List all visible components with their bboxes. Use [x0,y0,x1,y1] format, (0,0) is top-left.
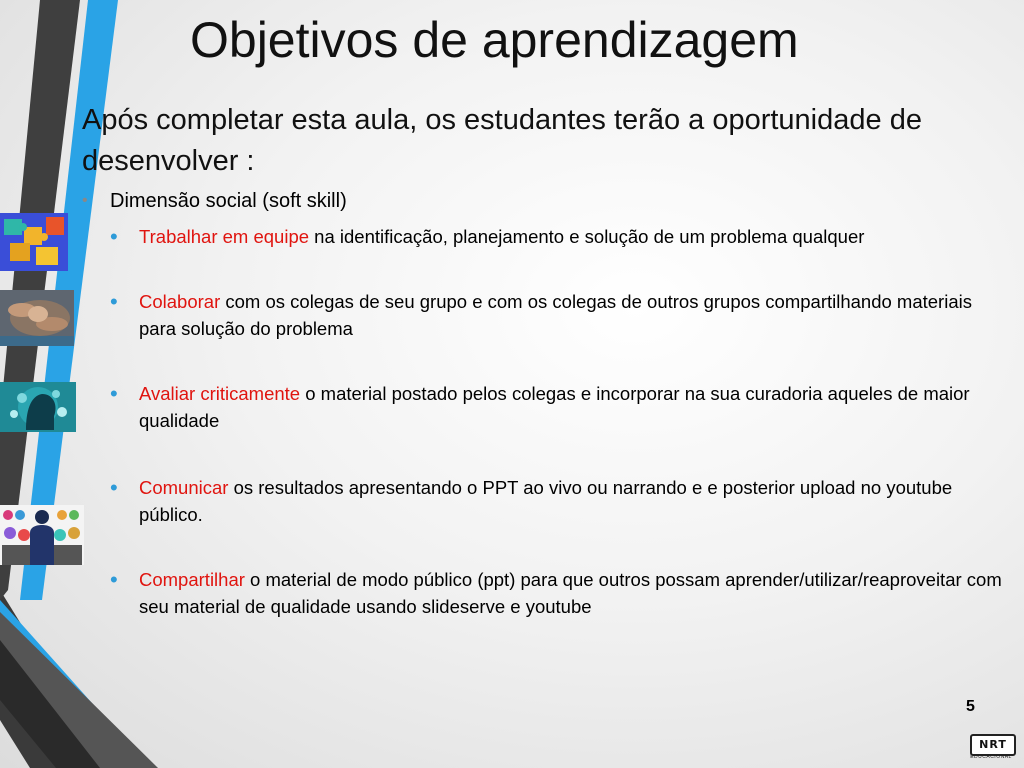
item-highlight: Compartilhar [139,569,245,590]
bullet-icon: • [110,381,118,406]
puzzle-icon [0,213,68,271]
intro-text: Após completar esta aula, os estudantes terão a oportunidade de desenvolver : [82,104,922,177]
head-gears-icon [0,382,76,432]
item-text: na identificação, planejamento e solução de um problema qualquer [309,226,865,247]
item-highlight: Colaborar [139,291,221,312]
hands-together-icon [0,290,74,346]
list-item [110,474,1010,528]
item-text: o material postado pelos colegas e incorporar na sua curadoria aqueles de maior qualidade [139,383,970,431]
item-text: os resultados apresentando o PPT ao vivo ou narrando e e posterior upload no youtube público. [139,477,953,525]
bullet-icon: • [110,289,118,314]
item-text: o material de modo público (ppt) para que outros possam aprender/utilizar/reaproveitar com seu material de qualidade usando slideserve e youtube [139,569,1002,617]
item-highlight: Trabalhar em equipe [139,226,310,247]
item-text: com os colegas de seu grupo e com os colegas de outros grupos compartilhando materiais para solução do problema [139,291,972,339]
bullet-icon: • [110,224,118,249]
page-number: 5 [966,698,975,715]
section-label: Dimensão social (soft skill) [110,190,347,212]
speaker-audience-icon [0,505,84,565]
page-title: Objetivos de aprendizagem [190,12,799,68]
logo-subtitle: EDUCACIONAL [970,754,1012,760]
nrt-logo [966,732,1016,762]
bullet-icon: • [110,475,118,500]
logo-mark: NRT [970,734,1016,756]
item-highlight: Avaliar criticamente [139,383,301,404]
list-item [110,223,1010,250]
section-bullet: • [82,192,88,209]
list-item [110,288,1010,342]
list-item [110,566,1010,620]
bullet-icon: • [110,567,118,592]
item-highlight: Comunicar [139,477,229,498]
list-item [110,380,1010,434]
section-heading [82,186,347,216]
